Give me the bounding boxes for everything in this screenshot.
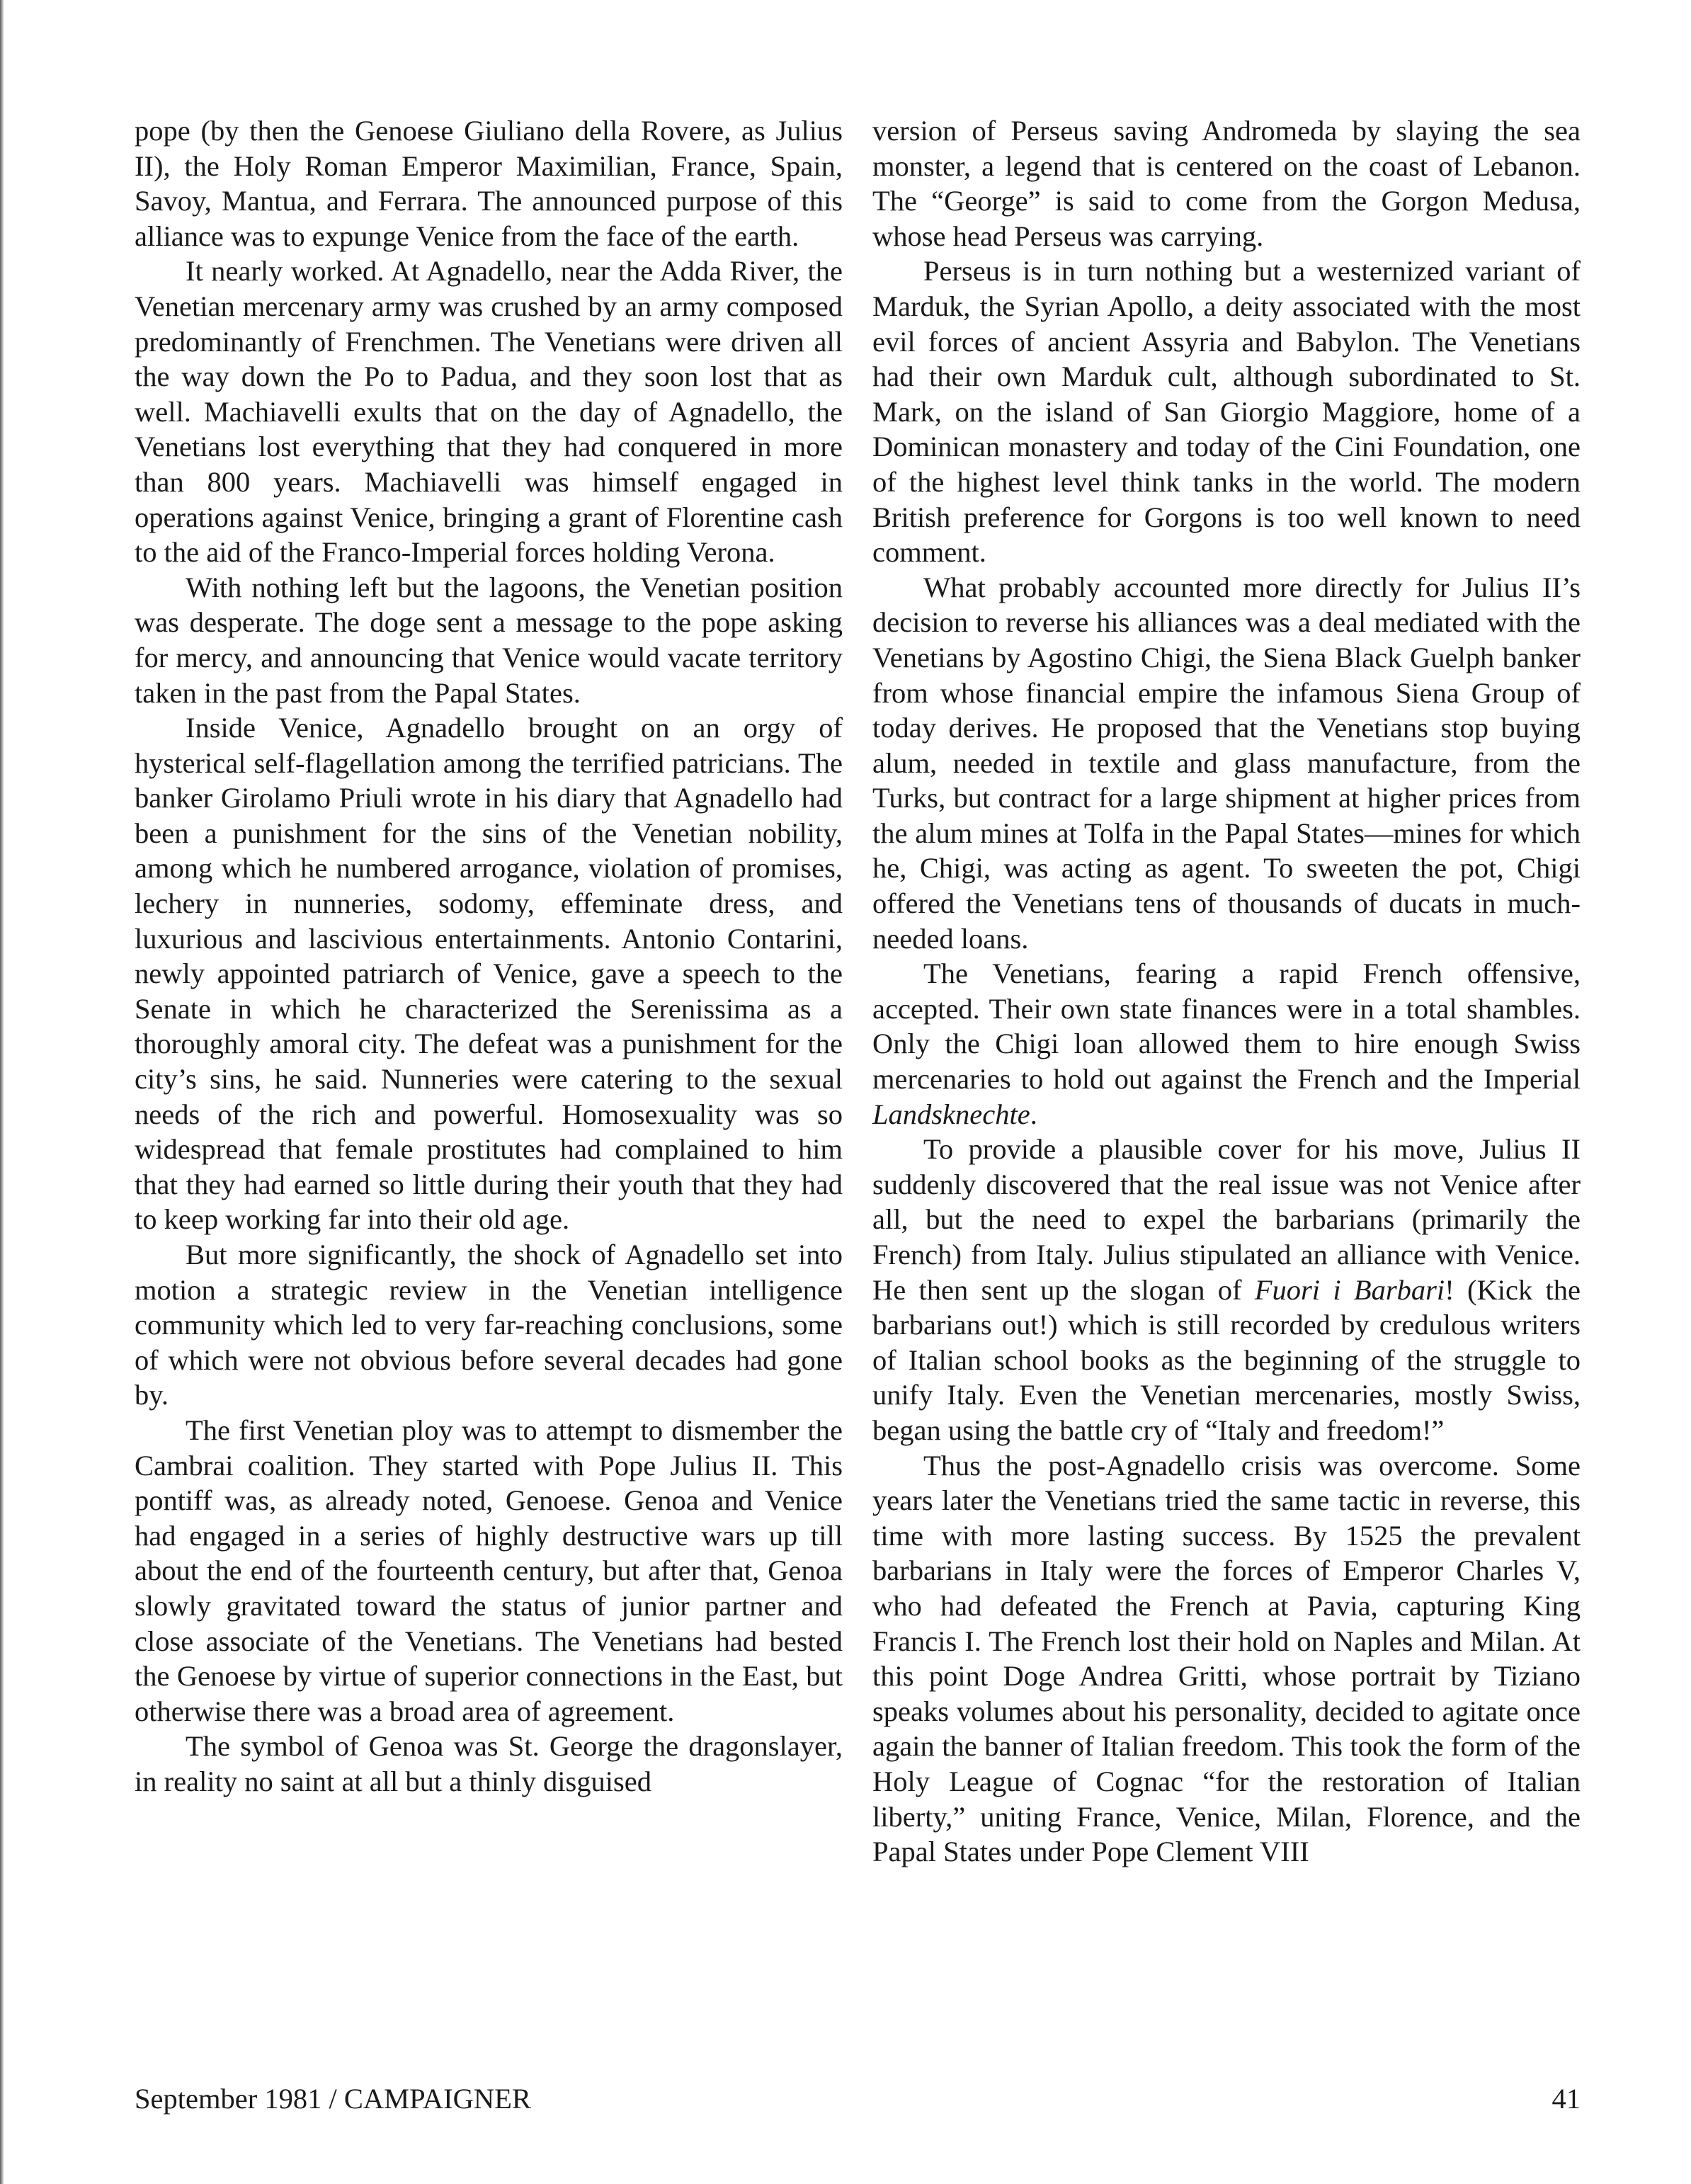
paragraph [872, 1132, 1581, 1448]
italic-term: Landsknechte [872, 1098, 1030, 1130]
publication-line: September 1981 / CAMPAIGNER [135, 2083, 531, 2115]
paragraph-text: The Venetians, fearing a rapid French offensive, accepted. Their own state finances were in a total shambles. Only the Chigi loan allowed them to hire enough Swiss mercenaries to hold out against the French and the Imperial [872, 957, 1581, 1096]
left-column [135, 113, 843, 1799]
page-number: 41 [1551, 2083, 1581, 2115]
paragraph: What probably accounted more directly for Julius II’s decision to reverse his alliances was a deal mediated with the Venetians by Agostino Chigi, the Siena Black Guelph banker from whose financial empire the infamous Siena Group of today derives. He proposed that the Venetians stop buying alum, needed in textile and glass manufacture, from the Turks, but contract for a large shipment at higher prices from the alum mines at Tolfa in the Papal States—mines for which he, Chigi, was acting as agent. To sweeten the pot, Chigi offered the Venetians tens of thousands of ducats in much-needed loans. [872, 571, 1581, 955]
right-column [872, 113, 1581, 1870]
paragraph: But more significantly, the shock of Agnadello set into motion a strategic review in the Venetian intelligence community which led to very far-reaching conclusions, some of which were not obvious before several decades had gone by. [135, 1239, 843, 1411]
paragraph: pope (by then the Genoese Giuliano della Rovere, as Julius II), the Holy Roman Emperor Maximilian, France, Spain, Savoy, Mantua, and Ferrara. The announced purpose of this alliance was to expunge Venice from the face of the earth. [135, 115, 843, 252]
paragraph [872, 956, 1581, 1132]
paragraph-text: To provide a plausible cover for his move, Julius II suddenly discovered that the real issue was not Venice after all, but the need to expel the barbarians (primarily the French) from Italy. Julius stipulated an alliance with Venice. He then sent up the slogan of [872, 1133, 1581, 1306]
paragraph: Inside Venice, Agnadello brought on an orgy of hysterical self-flagellation among the terrified patricians. The banker Girolamo Priuli wrote in his diary that Agnadello had been a punishment for the sins of the Venetian nobility, among which he numbered arrogance, violation of promises, lechery in nunneries, sodomy, effeminate dress, and luxurious and lascivious entertainments. Antonio Contarini, newly appointed patriarch of Venice, gave a speech to the Senate in which he characterized the Serenissima as a thoroughly amoral city. The defeat was a punishment for the city’s sins, he said. Nunneries were catering to the sexual needs of the rich and powerful. Homosexuality was so widespread that female prostitutes had complained to him that they had earned so little during their youth that they had to keep working far into their old age. [135, 712, 843, 1236]
paragraph-text: ! (Kick the barbarians out!) which is still recorded by credulous writers of Italian school books as the beginning of the struggle to unify Italy. Even the Venetian mercenaries, mostly Swiss, began using the battle cry of “Italy and freedom!” [872, 1273, 1581, 1446]
paragraph: Thus the post-Agnadello crisis was overcome. Some years later the Venetians tried the same tactic in reverse, this time with more lasting success. By 1525 the prevalent barbarians in Italy were the forces of Emperor Charles V, who had defeated the French at Pavia, capturing King Francis I. The French lost their hold on Naples and Milan. At this point Doge Andrea Gritti, whose portrait by Tiziano speaks volumes about his personality, decided to agitate once again the banner of Italian freedom. This took the form of the Holy League of Cognac “for the restoration of Italian liberty,” uniting France, Venice, Milan, Florence, and the Papal States under Pope Clement VIII [872, 1449, 1581, 1868]
page-footer [135, 2082, 1581, 2125]
paragraph: The symbol of Genoa was St. George the dragonslayer, in reality no saint at all but a thinly disguised [135, 1730, 843, 1797]
paragraph: Perseus is in turn nothing but a westernized variant of Marduk, the Syrian Apollo, a deity associated with the most evil forces of ancient Assyria and Babylon. The Venetians had their own Marduk cult, although subordinated to St. Mark, on the island of San Giorgio Maggiore, home of a Dominican monastery and today of the Cini Foundation, one of the highest level think tanks in the world. The modern British preference for Gorgons is too well known to need comment. [872, 255, 1581, 569]
italic-term: Fuori i Barbari [1254, 1273, 1445, 1306]
scan-edge-shadow [0, 0, 4, 2184]
paragraph-text: . [1030, 1098, 1037, 1130]
paragraph: With nothing left but the lagoons, the Venetian position was desperate. The doge sent a message to the pope asking for mercy, and announcing that Venice would vacate territory taken in the past from the Papal States. [135, 571, 843, 709]
paragraph: It nearly worked. At Agnadello, near the Adda River, the Venetian mercenary army was crushed by an army composed predominantly of Frenchmen. The Venetians were driven all the way down the Po to Padua, and they soon lost that as well. Machiavelli exults that on the day of Agnadello, the Venetians lost everything that they had conquered in more than 800 years. Machiavelli was himself engaged in operations against Venice, bringing a grant of Florentine cash to the aid of the Franco-Imperial forces holding Verona. [135, 255, 843, 569]
paragraph: The first Venetian ploy was to attempt to dismember the Cambrai coalition. They started with Pope Julius II. This pontiff was, as already noted, Genoese. Genoa and Venice had engaged in a series of highly destructive wars up till about the end of the fourteenth century, but after that, Genoa slowly gravitated toward the status of junior partner and close associate of the Venetians. The Venetians had bested the Genoese by virtue of superior connections in the East, but otherwise there was a broad area of agreement. [135, 1414, 843, 1727]
paragraph: version of Perseus saving Andromeda by slaying the sea monster, a legend that is centered on the coast of Lebanon. The “George” is said to come from the Gorgon Medusa, whose head Perseus was carrying. [872, 115, 1581, 252]
